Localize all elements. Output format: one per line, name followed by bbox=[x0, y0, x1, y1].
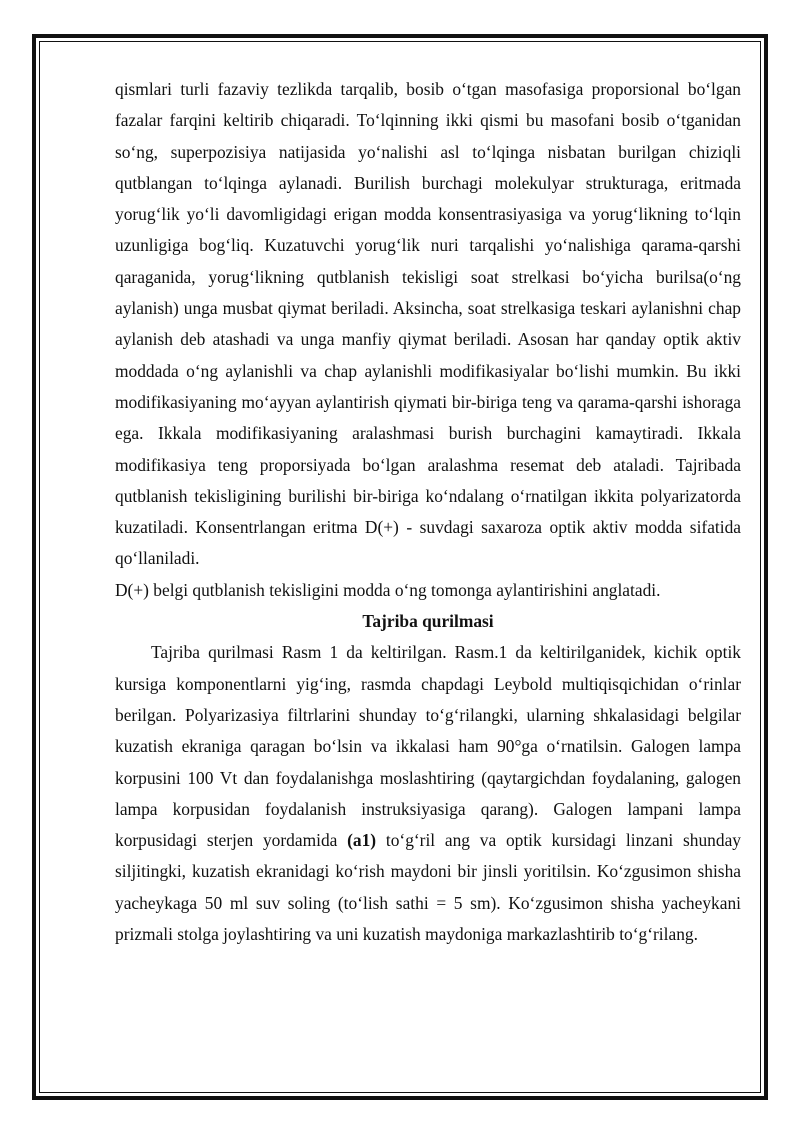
setup-bold-label: (a1) bbox=[347, 830, 377, 851]
section-heading: Tajriba qurilmasi bbox=[362, 611, 494, 632]
document-body bbox=[115, 74, 741, 950]
paragraph-setup bbox=[115, 637, 741, 950]
paragraph-dplus-note: D(+) belgi qutblanish tekisligini modda o‘ng tomonga aylantirishini anglatadi. bbox=[115, 579, 661, 600]
setup-text-part-1: Tajriba qurilmasi Rasm 1 da keltirilgan. Rasm.1 da keltirilganidek, kichik optik kursiga komponentlarni yig‘ing, rasmda chapdagi Leybold multiqisqichidan o‘rinlar berilgan. Polyarizasiya filtrlarini shunday to‘g‘rilangki, ularning shkalasidagi belgilar kuzatish ekraniga qaragan bo‘lsin va ikkalasi ham 90°ga o‘rnatilsin. Galogen lampa korpusini 100 Vt dan foydalanishga moslashtiring (qaytargichdan foydalaning, galogen lampa korpusidan foydalanish instruksiyasiga qarang). Galogen lampani lampa korpusidagi sterjen yordamida bbox=[115, 642, 741, 851]
setup-text-part-2: to‘g‘ril ang va optik kursidagi linzani shunday siljitingki, kuzatish ekranidagi ko‘rish maydoni bir jinsli yoritilsin. Ko‘zgusimon shisha yacheykaga 50 ml suv soling (to‘lish sathi = 5 sm). Ko‘zgusimon shisha yacheykani prizmali stolga joylashtiring va uni kuzatish maydoniga markazlashtirib to‘g‘rilang. bbox=[115, 830, 741, 945]
paragraph-optical-rotation: qismlari turli fazaviy tezlikda tarqalib, bosib o‘tgan masofasiga proporsional bo‘lgan fazalar farqini keltirib chiqaradi. To‘lqinning ikki qismi bu masofani bosib o‘tganidan so‘ng, superpozisiya natijasida yo‘nalishi asl to‘lqinga nisbatan burilgan chiziqli qutblangan to‘lqinga aylanadi. Burilish burchagi molekulyar strukturaga, eritmada yorug‘lik yo‘li davomligidagi erigan modda konsentrasiyasiga va yorug‘likning to‘lqin uzunligiga bog‘liq. Kuzatuvchi yorug‘lik nuri tarqalishi yo‘nalishiga qarama-qarshi qaraganida, yorug‘likning qutblanish tekisligi soat strelkasi bo‘yicha burilsa(o‘ng aylanish) unga musbat qiymat beriladi. Aksincha, soat strelkasiga teskari aylanishni chap aylanish deb atashadi va unga manfiy qiymat beriladi. Asosan har qanday optik aktiv moddada o‘ng aylanishli va chap aylanishli modifikasiyalar bo‘lishi mumkin. Bu ikki modifikasiyaning mo‘ayyan aylantirish qiymati bir-biriga teng va qarama-qarshi ishoraga ega. Ikkala modifikasiyaning aralashmasi burish burchagini kamaytiradi. Ikkala modifikasiya teng proporsiyada bo‘lgan aralashma resemat deb ataladi. Tajribada qutblanish tekisligining burilishi bir-biriga ko‘ndalang o‘rnatilgan ikkita polyarizatorda kuzatiladi. Konsentrlangan eritma D(+) - suvdagi saxaroza optik aktiv modda sifatida qo‘llaniladi. bbox=[115, 79, 741, 569]
